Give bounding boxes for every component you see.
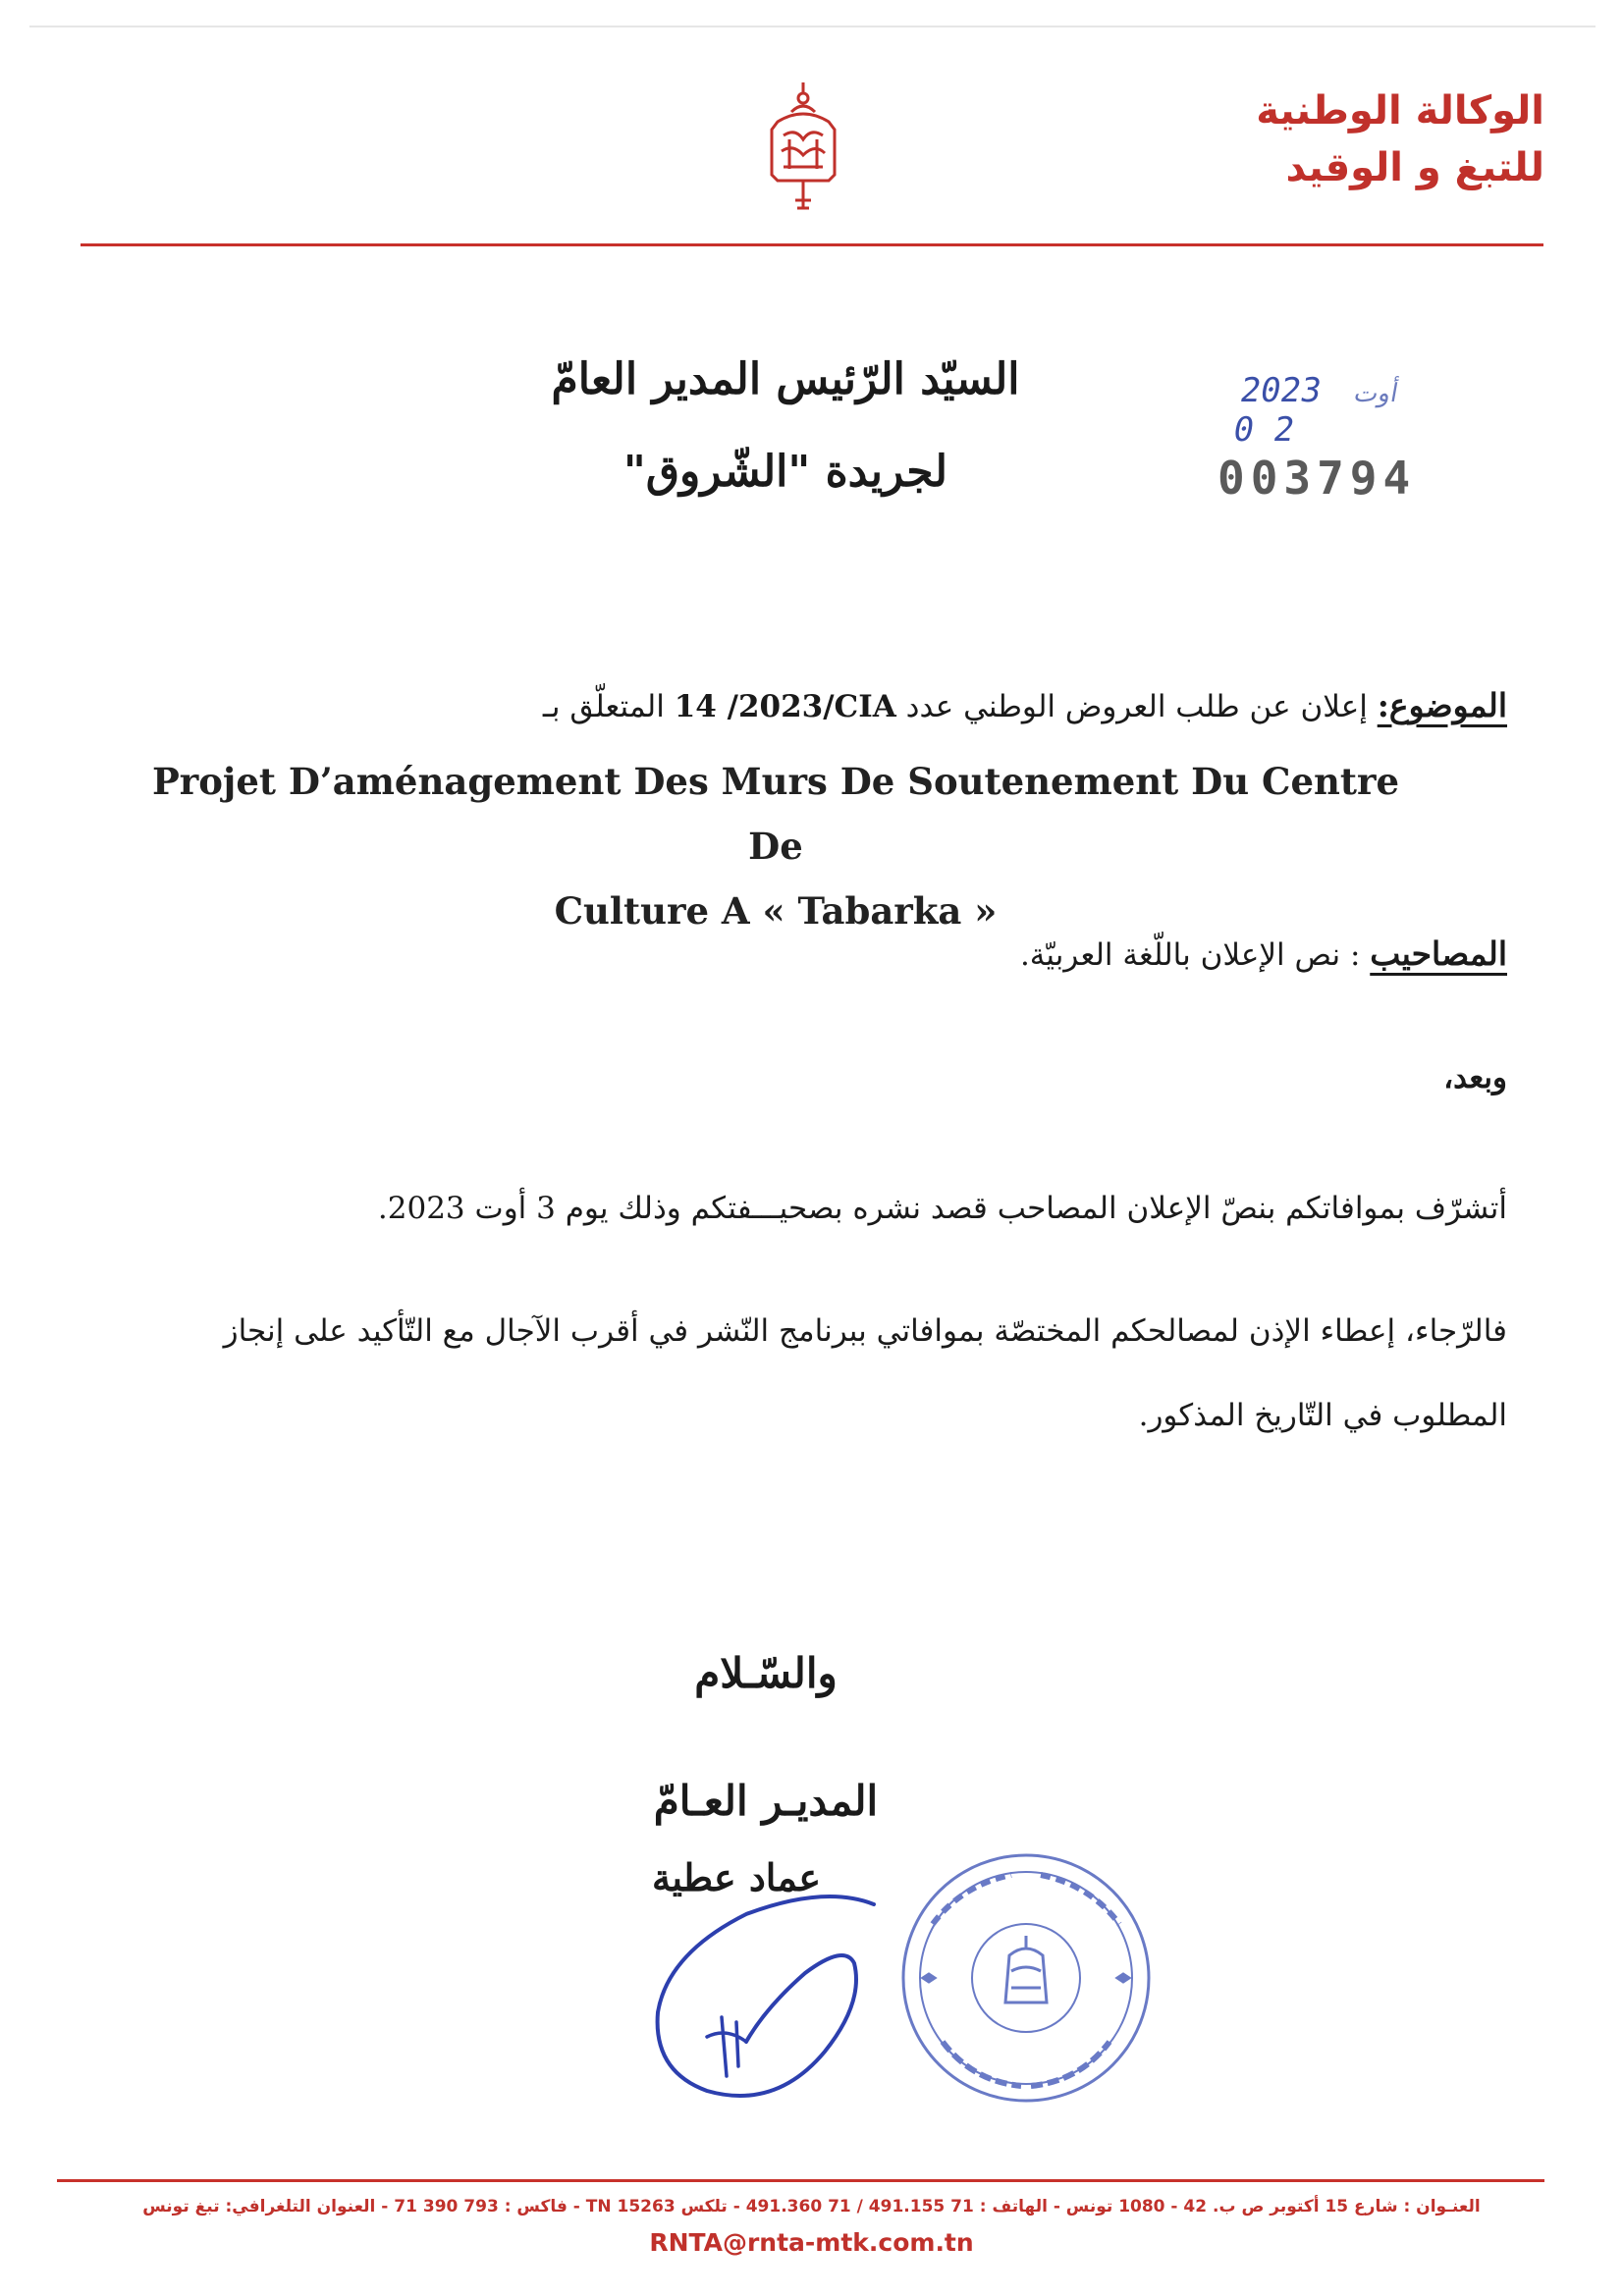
- project-title: [137, 749, 1414, 943]
- footer-email-link[interactable]: RNTA@rnta-mtk.com.tn: [649, 2228, 974, 2257]
- stamp-day: 0 2: [1229, 410, 1298, 450]
- footer-divider: [57, 2179, 1544, 2182]
- header-divider: [81, 243, 1543, 246]
- organization-name: [1191, 82, 1544, 196]
- subject-suffix: المتعلّق بـ: [542, 689, 665, 724]
- attachment-line: [133, 931, 1507, 979]
- signatory-title: المديـر العـامّ: [653, 1777, 879, 1825]
- body-paragraph-1: أتشرّف بموافاتكم بنصّ الإعلان المصاحب قصد نشره بصحيـــفتكم وذلك يوم 3 أوت 2023.: [377, 1191, 1507, 1226]
- received-date-stamp: [1230, 371, 1470, 450]
- tender-reference: 14 /2023/CIA: [674, 689, 896, 724]
- subject-text: إعلان عن طلب العروض الوطني عدد: [905, 689, 1368, 724]
- footer-address: العنـوان : شارع 15 أكتوبر ص ب. 42 - 1080 تونس - الهاتف : 71 491.155 / 71 491.360 - تلكس 15263 TN - فاكس : 793 390 71 - العنوان التلغرافي: تبغ تونس: [142, 2197, 1481, 2216]
- org-name-line1: الوكالة الوطنية: [1256, 88, 1544, 133]
- subject-line: [133, 682, 1507, 730]
- signatory-name: عماد عطية: [651, 1855, 822, 1899]
- org-name-line2: للتبغ و الوقيد: [1285, 145, 1544, 190]
- attachment-text: : نص الإعلان باللّغة العربيّة.: [1019, 937, 1361, 973]
- subject-label: الموضوع:: [1377, 686, 1507, 724]
- body-paragraph-2: فالرّجاء، إعطاء الإذن لمصالحكم المختصّة بموافاتي ببرنامج النّشر في أقرب الآجال مع التّأكيد على إنجاز المطلوب في التّاريخ المذكور.: [223, 1313, 1507, 1433]
- attachment-label: المصاحيب: [1370, 934, 1507, 973]
- closing-block: [550, 1610, 982, 1865]
- top-edge-line: [29, 26, 1596, 27]
- official-seal-icon: [893, 1845, 1159, 2110]
- stamp-year: 2023: [1237, 371, 1325, 410]
- registration-number: 003794: [1217, 452, 1417, 505]
- addressee-title: السيّد الرّئيس المدير العامّ: [551, 354, 1020, 404]
- stamp-month: أوت: [1351, 379, 1401, 408]
- project-title-line2: Culture A « Tabarka »: [554, 889, 998, 933]
- addressee-newspaper: لجريدة "الشّروق": [622, 447, 948, 497]
- salutation: وبعد،: [1443, 1060, 1507, 1095]
- project-title-line1: Projet D’aménagement Des Murs De Soutenement Du Centre De: [151, 760, 1400, 868]
- closing-greeting: والسّـلام: [694, 1649, 838, 1697]
- addressee-block: [491, 334, 1080, 518]
- agency-emblem-icon: [754, 79, 852, 216]
